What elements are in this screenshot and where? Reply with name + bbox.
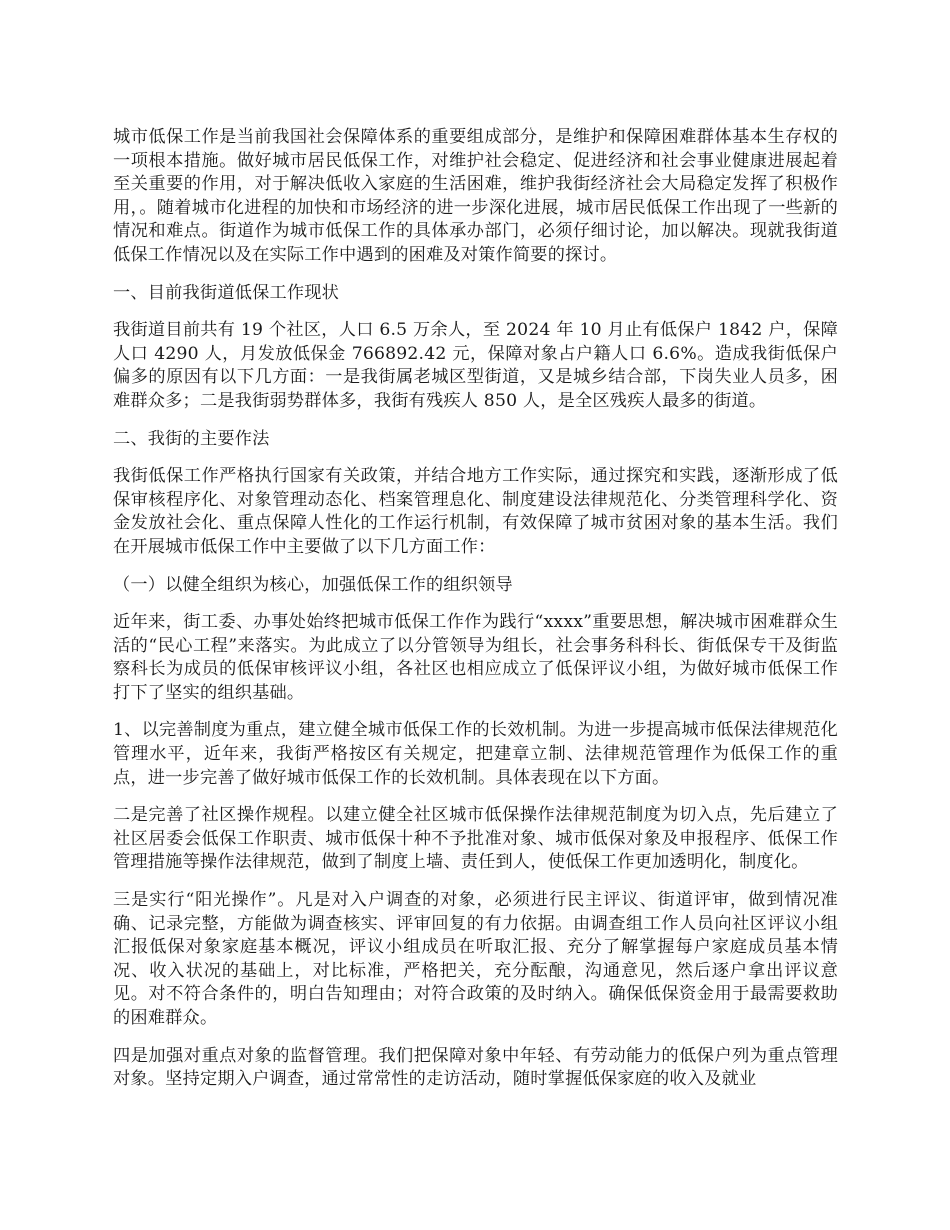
- status-paragraph: 我街道目前共有 19 个社区，人口 6.5 万余人，至 2024 年 10 月止有低保户 1842 户，保障人口 4290 人，月发放低保金 766892.42 元，保障对象占户籍人口 6.6%。造成我街低保户偏多的原因有以下几方面：一是我街属老城区型街道，又是城乡结合部，下岗失业人员多，困难群众多；二是我街弱势群体多，我街有残疾人 850 人，是全区残疾人最多的街道。: [113, 320, 838, 411]
- subsection-heading-organization: （一）以健全组织为核心，加强低保工作的组织领导: [113, 574, 513, 595]
- section-heading-methods: 二、我街的主要作法: [113, 428, 270, 449]
- section-heading-status: 一、目前我街道低保工作现状: [113, 282, 340, 303]
- community-rules-paragraph: 二是完善了社区操作规程。以建立健全社区城市低保操作法律规范制度为切入点，先后建立了社区居委会低保工作职责、城市低保十种不予批准对象、城市低保对象及申报程序、低保工作管理措施等操作法律规范，做到了制度上墙、责任到人，使低保工作更加透明化，制度化。: [113, 805, 838, 873]
- system-paragraph: 1、以完善制度为重点，建立健全城市低保工作的长效机制。为进一步提高城市低保法律规范化管理水平，近年来，我街严格按区有关规定，把建章立制、法律规范管理作为低保工作的重点，进一步完善了做好城市低保工作的长效机制。具体表现在以下方面。: [113, 720, 838, 788]
- document-body: [113, 126, 838, 1106]
- organization-paragraph: 近年来，街工委、办事处始终把城市低保工作作为践行“xxxx”重要思想，解决城市困难群众生活的“民心工程”来落实。为此成立了以分管领导为组长，社会事务科科长、街低保专干及街监察科长为成员的低保审核评议小组，各社区也相应成立了低保评议小组，为做好城市低保工作打下了坚实的组织基础。: [113, 612, 838, 703]
- intro-paragraph: 城市低保工作是当前我国社会保障体系的重要组成部分，是维护和保障困难群体基本生存权的一项根本措施。做好城市居民低保工作，对维护社会稳定、促进经济和社会事业健康进展起着至关重要的作用，对于解决低收入家庭的生活困难，维护我街经济社会大局稳定发挥了积极作用，。随着城市化进程的加快和市场经济的进一步深化进展，城市居民低保工作出现了一些新的情况和难点。街道作为城市低保工作的具体承办部门，必须仔细讨论，加以解决。现就我街道低保工作情况以及在实际工作中遇到的困难及对策作简要的探讨。: [113, 127, 838, 265]
- methods-paragraph: 我街低保工作严格执行国家有关政策，并结合地方工作实际，通过探究和实践，逐渐形成了低保审核程序化、对象管理动态化、档案管理息化、制度建设法律规范化、分类管理科学化、资金发放社会化、重点保障人性化的工作运行机制，有效保障了城市贫困对象的基本生活。我们在开展城市低保工作中主要做了以下几方面工作：: [113, 466, 838, 557]
- sunshine-operation-paragraph: 三是实行“阳光操作”。凡是对入户调查的对象，必须进行民主评议、街道评审，做到情况准确、记录完整，方能做为调查核实、评审回复的有力依据。由调查组工作人员向社区评议小组汇报低保对象家庭基本概况，评议小组成员在听取汇报、充分了解掌握每户家庭成员基本情况、收入状况的基础上，对比标准，严格把关，充分酝酿，沟通意见，然后逐户拿出评议意见。对不符合条件的，明白告知理由；对符合政策的及时纳入。确保低保资金用于最需要救助的困难群众。: [113, 890, 838, 1028]
- supervision-paragraph: 四是加强对重点对象的监督管理。我们把保障对象中年轻、有劳动能力的低保户列为重点管理对象。坚持定期入户调查，通过常常性的走访活动，随时掌握低保家庭的收入及就业: [113, 1045, 838, 1090]
